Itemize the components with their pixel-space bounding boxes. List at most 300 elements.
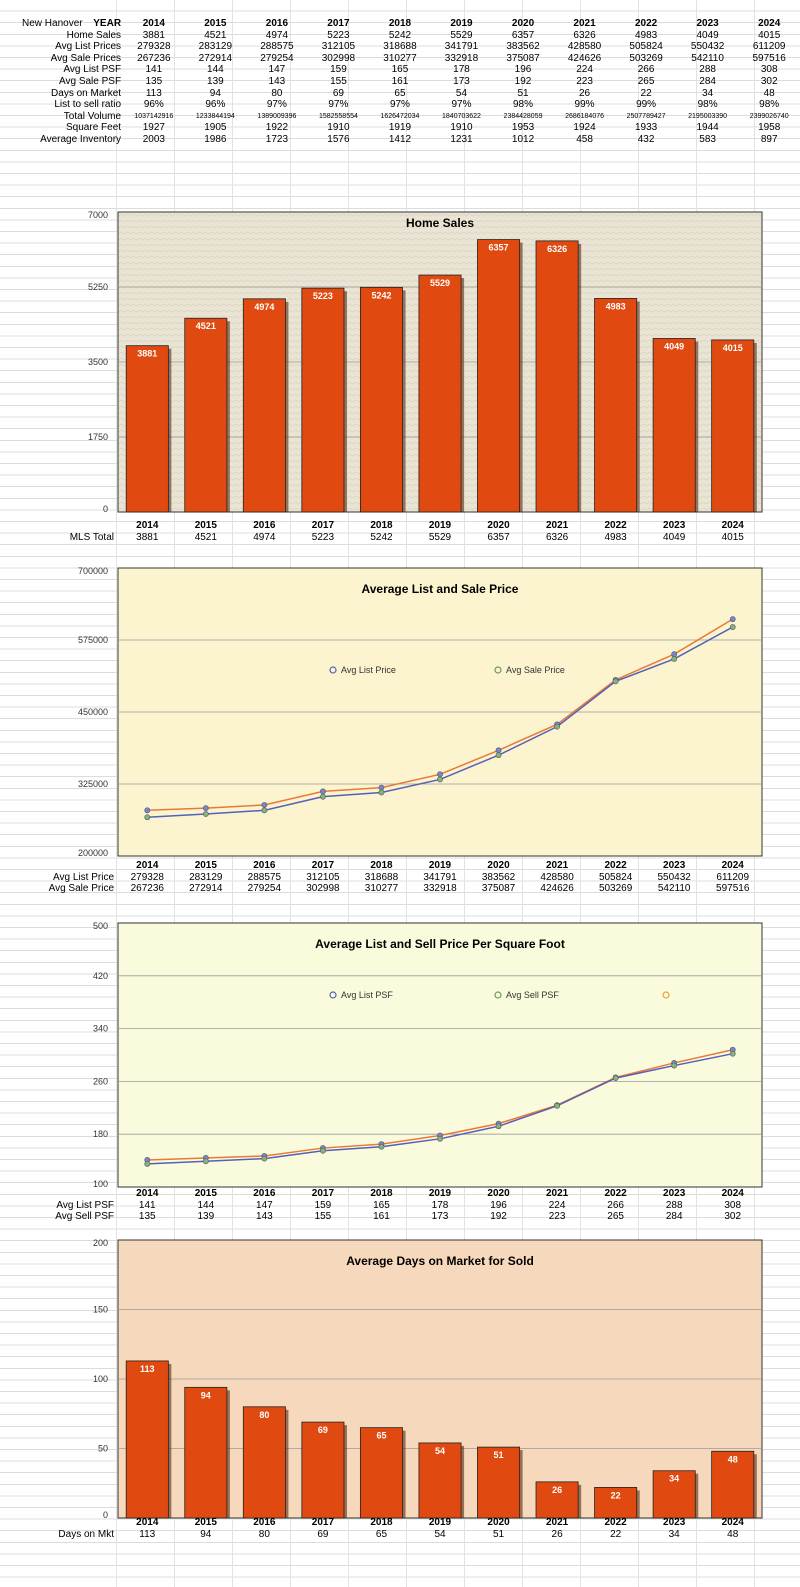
table-row bbox=[0, 64, 800, 76]
chart-title: Average List and Sale Price bbox=[361, 582, 519, 596]
bar-value-label: 4015 bbox=[722, 342, 743, 353]
chart-row-value: 196 bbox=[490, 1199, 507, 1211]
y-tick-label: 7000 bbox=[87, 210, 108, 220]
legend-label: Avg List PSF bbox=[341, 990, 393, 1000]
chart-row-label: Avg Sale Price bbox=[48, 883, 114, 895]
table-cell: 1840703622 bbox=[442, 112, 481, 120]
bar bbox=[243, 1407, 285, 1518]
table-cell: 318688 bbox=[383, 41, 417, 53]
table-row bbox=[0, 76, 800, 88]
chart-row-value: 272914 bbox=[189, 883, 223, 895]
table-cell: 4521 bbox=[204, 29, 227, 41]
chart-row-value: 4049 bbox=[663, 531, 686, 543]
x-tick-label: 2014 bbox=[136, 520, 159, 531]
table-cell: 178 bbox=[453, 64, 470, 76]
row-label: Average Inventory bbox=[40, 133, 122, 145]
table-cell: 192 bbox=[514, 75, 532, 87]
chart-row-value: 178 bbox=[431, 1199, 449, 1211]
table-cell: 279254 bbox=[260, 52, 294, 64]
series-point bbox=[262, 1156, 267, 1161]
table-cell: 3881 bbox=[142, 29, 165, 41]
bar bbox=[185, 318, 227, 512]
bar-value-label: 4983 bbox=[605, 301, 626, 312]
series-point bbox=[379, 1144, 384, 1149]
table-cell: 54 bbox=[455, 87, 468, 99]
chart-row-label: MLS Total bbox=[69, 531, 114, 543]
table-cell: 2195003390 bbox=[688, 112, 728, 120]
table-cell: 332918 bbox=[444, 52, 479, 64]
chart-row-value: 279254 bbox=[247, 883, 282, 895]
y-tick-label: 100 bbox=[92, 1179, 108, 1189]
table-cell: 312105 bbox=[321, 41, 356, 53]
table-cell: 302998 bbox=[321, 52, 356, 64]
chart-row-value: 5242 bbox=[370, 531, 393, 543]
table-cell: 1231 bbox=[450, 133, 473, 145]
table-cell: 550432 bbox=[690, 41, 725, 53]
table-cell: 22 bbox=[640, 87, 652, 99]
y-tick-label: 200000 bbox=[77, 848, 108, 858]
table-cell: 6357 bbox=[511, 29, 535, 41]
y-tick-label: 150 bbox=[92, 1304, 108, 1315]
row-label: Home Sales bbox=[66, 29, 122, 41]
avg-price-chart bbox=[0, 560, 800, 870]
chart-row-value: 26 bbox=[551, 1528, 563, 1540]
year-header-label: YEAR bbox=[93, 18, 122, 29]
table-header-row bbox=[0, 18, 800, 30]
row-label: Avg Sale PSF bbox=[58, 75, 122, 87]
y-tick-label: 450000 bbox=[77, 707, 108, 717]
y-tick-label: 340 bbox=[92, 1023, 108, 1034]
table-row bbox=[0, 88, 800, 100]
series-point bbox=[496, 753, 501, 758]
x-tick-label: 2015 bbox=[194, 520, 217, 531]
home-sales-chart bbox=[0, 200, 800, 520]
x-tick-label: 2021 bbox=[545, 520, 569, 531]
chart-row-label: Avg List PSF bbox=[56, 1199, 114, 1211]
plot-area bbox=[118, 923, 762, 1187]
table-cell: 147 bbox=[268, 64, 286, 76]
table-row bbox=[0, 122, 800, 134]
x-tick-label: 2017 bbox=[311, 860, 335, 871]
chart-row-value: 265 bbox=[607, 1211, 624, 1223]
table-cell: 1412 bbox=[388, 133, 412, 145]
row-label: List to sell ratio bbox=[54, 99, 122, 111]
series-point bbox=[613, 1076, 618, 1081]
chart-row-value: 375087 bbox=[481, 883, 516, 895]
x-tick-label: 2021 bbox=[545, 1188, 569, 1199]
x-tick-label: 2024 bbox=[721, 860, 744, 871]
series-point bbox=[672, 1063, 677, 1068]
legend-label: Avg List Price bbox=[341, 665, 396, 675]
table-cell: 99% bbox=[574, 99, 595, 111]
bar bbox=[536, 241, 578, 512]
table-cell: 155 bbox=[330, 75, 347, 87]
bar-value-label: 80 bbox=[259, 1409, 270, 1420]
chart-row-value: 159 bbox=[314, 1199, 332, 1211]
chart-row-value: 223 bbox=[548, 1211, 566, 1223]
table-cell: 161 bbox=[391, 75, 409, 87]
table-cell: 1910 bbox=[327, 122, 350, 134]
x-tick-label: 2020 bbox=[487, 860, 510, 871]
table-cell: 51 bbox=[517, 87, 529, 99]
series-point bbox=[672, 652, 677, 657]
chart-row-value: 503269 bbox=[598, 883, 633, 895]
chart-row-value: 6326 bbox=[545, 531, 569, 543]
bar-value-label: 5242 bbox=[371, 290, 392, 301]
chart-row-value: 310277 bbox=[364, 883, 399, 895]
chart-row-value: 94 bbox=[200, 1528, 212, 1540]
x-tick-label: 2021 bbox=[545, 860, 569, 871]
table-cell: 1233844194 bbox=[195, 112, 235, 120]
series-point bbox=[203, 1159, 208, 1164]
table-cell: 26 bbox=[578, 87, 591, 99]
chart-row-value: 5223 bbox=[311, 531, 335, 543]
table-cell: 1958 bbox=[758, 122, 781, 134]
x-tick-label: 2022 bbox=[604, 860, 627, 871]
series-point bbox=[496, 1124, 501, 1129]
bar-value-label: 6326 bbox=[547, 243, 568, 254]
chart-row-label: Avg List Price bbox=[53, 871, 114, 883]
chart-row-value: 542110 bbox=[657, 883, 691, 895]
x-tick-label: 2020 bbox=[487, 520, 510, 531]
chart-row-value: 5529 bbox=[428, 531, 452, 543]
chart-row-value: 65 bbox=[375, 1528, 388, 1540]
table-cell: 98% bbox=[513, 99, 534, 111]
bar-value-label: 34 bbox=[669, 1473, 680, 1484]
chart-row-value: 51 bbox=[492, 1528, 505, 1540]
x-tick-label: 2015 bbox=[194, 1517, 217, 1528]
bar-value-label: 113 bbox=[140, 1363, 155, 1374]
table-cell: 583 bbox=[699, 133, 716, 145]
series-point bbox=[203, 811, 208, 816]
table-cell: 1012 bbox=[511, 133, 535, 145]
x-tick-label: 2017 bbox=[311, 520, 335, 531]
table-cell: 196 bbox=[514, 64, 532, 76]
series-point bbox=[203, 806, 208, 811]
x-tick-label: 2022 bbox=[604, 1517, 627, 1528]
table-cell: 5223 bbox=[327, 29, 350, 41]
table-cell: 1389009396 bbox=[257, 112, 297, 120]
x-tick-label: 2024 bbox=[721, 1517, 744, 1528]
chart-title: Home Sales bbox=[405, 216, 475, 230]
y-tick-label: 420 bbox=[92, 970, 108, 981]
chart-year-row bbox=[0, 860, 800, 872]
bar bbox=[243, 299, 285, 512]
table-row bbox=[0, 99, 800, 111]
series-point bbox=[320, 1148, 325, 1153]
chart-row-value: 139 bbox=[197, 1211, 215, 1223]
table-cell: 1576 bbox=[327, 133, 350, 145]
bar-value-label: 65 bbox=[376, 1430, 387, 1441]
table-cell: 428580 bbox=[567, 41, 602, 53]
table-cell: 283129 bbox=[198, 41, 233, 53]
x-tick-label: 2023 bbox=[663, 1188, 686, 1199]
table-cell: 97% bbox=[266, 99, 287, 111]
psf-chart bbox=[0, 915, 800, 1205]
series-point bbox=[730, 1051, 735, 1056]
table-cell: 267236 bbox=[137, 52, 171, 64]
y-tick-label: 1750 bbox=[87, 432, 108, 442]
x-tick-label: 2014 bbox=[136, 1188, 159, 1199]
table-cell: 308 bbox=[760, 64, 778, 76]
chart-row-value: 318688 bbox=[364, 871, 399, 883]
table-cell: 1905 bbox=[204, 122, 227, 134]
y-tick-label: 200 bbox=[92, 1238, 108, 1248]
chart-row-value: 192 bbox=[490, 1211, 507, 1223]
table-cell: 1910 bbox=[450, 122, 473, 134]
x-tick-label: 2016 bbox=[253, 860, 276, 871]
bar-value-label: 4974 bbox=[254, 301, 275, 312]
chart-row-value: 332918 bbox=[423, 883, 457, 895]
x-tick-label: 2019 bbox=[428, 1517, 452, 1528]
table-cell: 2686184076 bbox=[565, 112, 605, 120]
bar bbox=[126, 1361, 168, 1518]
x-tick-label: 2024 bbox=[721, 1188, 744, 1199]
chart-row-value: 550432 bbox=[657, 871, 691, 883]
chart-row-value: 312105 bbox=[306, 871, 340, 883]
chart-row-value: 6357 bbox=[487, 531, 510, 543]
series-point bbox=[730, 624, 735, 629]
chart-row-label: Avg Sell PSF bbox=[55, 1211, 114, 1223]
table-cell: 375087 bbox=[506, 52, 540, 64]
table-cell: 597516 bbox=[752, 52, 786, 64]
y-tick-label: 3500 bbox=[87, 357, 108, 367]
series-point bbox=[730, 617, 735, 622]
chart-row-value: 34 bbox=[668, 1528, 680, 1540]
bar-value-label: 51 bbox=[493, 1450, 504, 1461]
table-cell: 139 bbox=[207, 75, 224, 87]
table-cell: 542110 bbox=[691, 52, 724, 64]
chart-row-value: 173 bbox=[431, 1211, 449, 1223]
table-cell: 159 bbox=[330, 64, 347, 76]
year-header: 2017 bbox=[327, 18, 350, 29]
table-cell: 302 bbox=[760, 75, 778, 87]
series-point bbox=[554, 724, 559, 729]
series-point bbox=[145, 1161, 150, 1166]
chart-row-value: 283129 bbox=[189, 871, 223, 883]
year-header: 2021 bbox=[573, 18, 596, 29]
table-cell: 424626 bbox=[567, 52, 602, 64]
y-tick-label: 180 bbox=[92, 1129, 108, 1140]
bar-value-label: 54 bbox=[434, 1445, 446, 1456]
chart-row-value: 144 bbox=[197, 1199, 215, 1211]
table-cell: 1626472034 bbox=[380, 112, 420, 120]
table-cell: 1986 bbox=[204, 133, 227, 145]
chart-row-value: 161 bbox=[373, 1211, 390, 1223]
table-row bbox=[0, 30, 800, 42]
chart-row-value: 155 bbox=[314, 1211, 332, 1223]
year-header: 2022 bbox=[634, 18, 658, 29]
series-point bbox=[379, 790, 384, 795]
x-tick-label: 2023 bbox=[663, 1517, 686, 1528]
chart-row-value: 3881 bbox=[136, 531, 159, 543]
bar-value-label: 5529 bbox=[429, 278, 451, 289]
table-cell: 288575 bbox=[260, 41, 294, 53]
table-cell: 34 bbox=[702, 87, 714, 99]
table-cell: 94 bbox=[209, 87, 221, 99]
table-cell: 2399026740 bbox=[749, 112, 789, 120]
chart-row-value: 135 bbox=[138, 1211, 156, 1223]
table-cell: 1919 bbox=[388, 122, 412, 134]
chart-row-value: 224 bbox=[548, 1199, 566, 1211]
table-cell: 48 bbox=[763, 87, 775, 99]
table-cell: 611209 bbox=[752, 41, 786, 53]
y-tick-label: 0 bbox=[102, 1510, 108, 1520]
year-header: 2018 bbox=[388, 18, 412, 29]
series-point bbox=[262, 808, 267, 813]
chart-year-row bbox=[0, 1517, 800, 1529]
bar bbox=[302, 288, 344, 512]
bar-value-label: 4521 bbox=[195, 321, 216, 332]
x-tick-label: 2022 bbox=[604, 1188, 627, 1199]
legend-label: Avg Sale Price bbox=[506, 665, 565, 675]
chart-row-value: 165 bbox=[373, 1199, 390, 1211]
legend-label: Avg Sell PSF bbox=[506, 990, 559, 1000]
chart-row-value: 505824 bbox=[598, 871, 633, 883]
table-cell: 97% bbox=[328, 99, 349, 111]
y-tick-label: 260 bbox=[92, 1076, 108, 1087]
chart-row-value: 113 bbox=[139, 1528, 156, 1540]
chart-row-value: 288575 bbox=[247, 871, 282, 883]
table-cell: 1933 bbox=[634, 122, 658, 134]
chart-row-value: 302998 bbox=[306, 883, 340, 895]
bar bbox=[477, 240, 519, 512]
series-point bbox=[672, 656, 677, 661]
chart-value-row bbox=[0, 1200, 800, 1212]
series-point bbox=[145, 815, 150, 820]
chart-row-value: 424626 bbox=[540, 883, 574, 895]
table-cell: 503269 bbox=[629, 52, 663, 64]
year-header: 2016 bbox=[265, 18, 289, 29]
x-tick-label: 2021 bbox=[545, 1517, 569, 1528]
year-header: 2024 bbox=[758, 18, 781, 29]
bar-value-label: 4049 bbox=[664, 341, 685, 352]
x-tick-label: 2022 bbox=[604, 520, 627, 531]
year-header: 2019 bbox=[450, 18, 473, 29]
chart-row-value: 597516 bbox=[716, 883, 750, 895]
table-cell: 99% bbox=[636, 99, 657, 111]
year-header: 2020 bbox=[511, 18, 535, 29]
chart-row-value: 4521 bbox=[194, 531, 217, 543]
x-tick-label: 2018 bbox=[370, 1517, 393, 1528]
bar-value-label: 6357 bbox=[488, 242, 509, 253]
table-cell: 266 bbox=[637, 64, 655, 76]
table-cell: 1944 bbox=[696, 122, 719, 134]
chart-row-value: 22 bbox=[610, 1528, 622, 1540]
row-label: Square Feet bbox=[66, 122, 122, 134]
table-cell: 2507789427 bbox=[626, 112, 666, 120]
chart-row-value: 308 bbox=[724, 1199, 742, 1211]
series-point bbox=[320, 789, 325, 794]
chart-row-value: 279328 bbox=[130, 871, 164, 883]
series-point bbox=[496, 748, 501, 753]
days-on-market-chart bbox=[0, 1232, 800, 1544]
x-tick-label: 2014 bbox=[136, 860, 159, 871]
x-tick-label: 2018 bbox=[370, 1188, 393, 1199]
table-cell: 4049 bbox=[696, 29, 719, 41]
chart-value-row bbox=[0, 872, 800, 884]
chart-row-value: 4015 bbox=[721, 531, 744, 543]
x-tick-label: 2018 bbox=[370, 860, 393, 871]
chart-value-row bbox=[0, 1529, 800, 1541]
y-tick-label: 700000 bbox=[77, 566, 108, 576]
chart-row-value: 302 bbox=[724, 1211, 742, 1223]
table-cell: 143 bbox=[268, 75, 286, 87]
chart-year-row bbox=[0, 1188, 800, 1200]
y-tick-label: 325000 bbox=[77, 779, 108, 789]
y-tick-label: 100 bbox=[92, 1374, 108, 1384]
bar-value-label: 94 bbox=[200, 1390, 211, 1401]
table-cell: 897 bbox=[760, 133, 778, 145]
table-cell: 383562 bbox=[506, 41, 540, 53]
table-cell: 265 bbox=[637, 75, 655, 87]
table-cell: 1953 bbox=[511, 122, 535, 134]
region-title: New Hanover bbox=[22, 18, 83, 29]
chart-row-value: 80 bbox=[258, 1528, 270, 1540]
chart-row-value: 266 bbox=[607, 1199, 624, 1211]
series-point bbox=[262, 802, 267, 807]
table-cell: 1922 bbox=[265, 122, 289, 134]
chart-row-value: 48 bbox=[727, 1528, 739, 1540]
chart-row-value: 284 bbox=[665, 1211, 683, 1223]
bar-value-label: 48 bbox=[727, 1454, 738, 1465]
bar-value-label: 3881 bbox=[137, 348, 158, 359]
table-cell: 2384428059 bbox=[503, 112, 543, 120]
chart-row-value: 147 bbox=[256, 1199, 273, 1211]
x-tick-label: 2016 bbox=[253, 1188, 276, 1199]
chart-row-value: 69 bbox=[317, 1528, 329, 1540]
table-cell: 341791 bbox=[444, 41, 479, 53]
table-row bbox=[0, 111, 800, 123]
series-point bbox=[145, 808, 150, 813]
bar bbox=[653, 338, 695, 512]
chart-row-value: 4983 bbox=[604, 531, 627, 543]
chart-value-row bbox=[0, 532, 800, 544]
x-tick-label: 2023 bbox=[663, 860, 686, 871]
series-point bbox=[437, 772, 442, 777]
table-cell: 224 bbox=[576, 64, 593, 76]
row-label: Avg List Prices bbox=[55, 41, 122, 53]
chart-row-value: 141 bbox=[138, 1199, 156, 1211]
x-tick-label: 2019 bbox=[428, 1188, 452, 1199]
table-cell: 279328 bbox=[137, 41, 171, 53]
table-cell: 432 bbox=[637, 133, 655, 145]
year-header: 2015 bbox=[204, 18, 227, 29]
table-row bbox=[0, 53, 800, 65]
table-cell: 1037142916 bbox=[134, 112, 174, 120]
table-cell: 5529 bbox=[450, 29, 473, 41]
x-tick-label: 2015 bbox=[194, 1188, 217, 1199]
x-tick-label: 2017 bbox=[311, 1517, 335, 1528]
table-cell: 96% bbox=[143, 99, 164, 111]
bar-value-label: 5223 bbox=[312, 291, 333, 302]
table-cell: 505824 bbox=[629, 41, 663, 53]
table-cell: 98% bbox=[759, 99, 780, 111]
chart-row-value: 611209 bbox=[716, 871, 750, 883]
table-cell: 458 bbox=[576, 133, 593, 145]
x-tick-label: 2019 bbox=[428, 520, 452, 531]
chart-value-row bbox=[0, 883, 800, 895]
row-label: Total Volume bbox=[63, 110, 122, 122]
series-point bbox=[320, 794, 325, 799]
series-point bbox=[437, 777, 442, 782]
table-cell: 80 bbox=[271, 87, 283, 99]
table-cell: 135 bbox=[145, 75, 163, 87]
year-header: 2014 bbox=[142, 18, 165, 29]
chart-year-row bbox=[0, 520, 800, 532]
bar bbox=[360, 1428, 402, 1518]
chart-row-label: Days on Mkt bbox=[58, 1528, 114, 1540]
